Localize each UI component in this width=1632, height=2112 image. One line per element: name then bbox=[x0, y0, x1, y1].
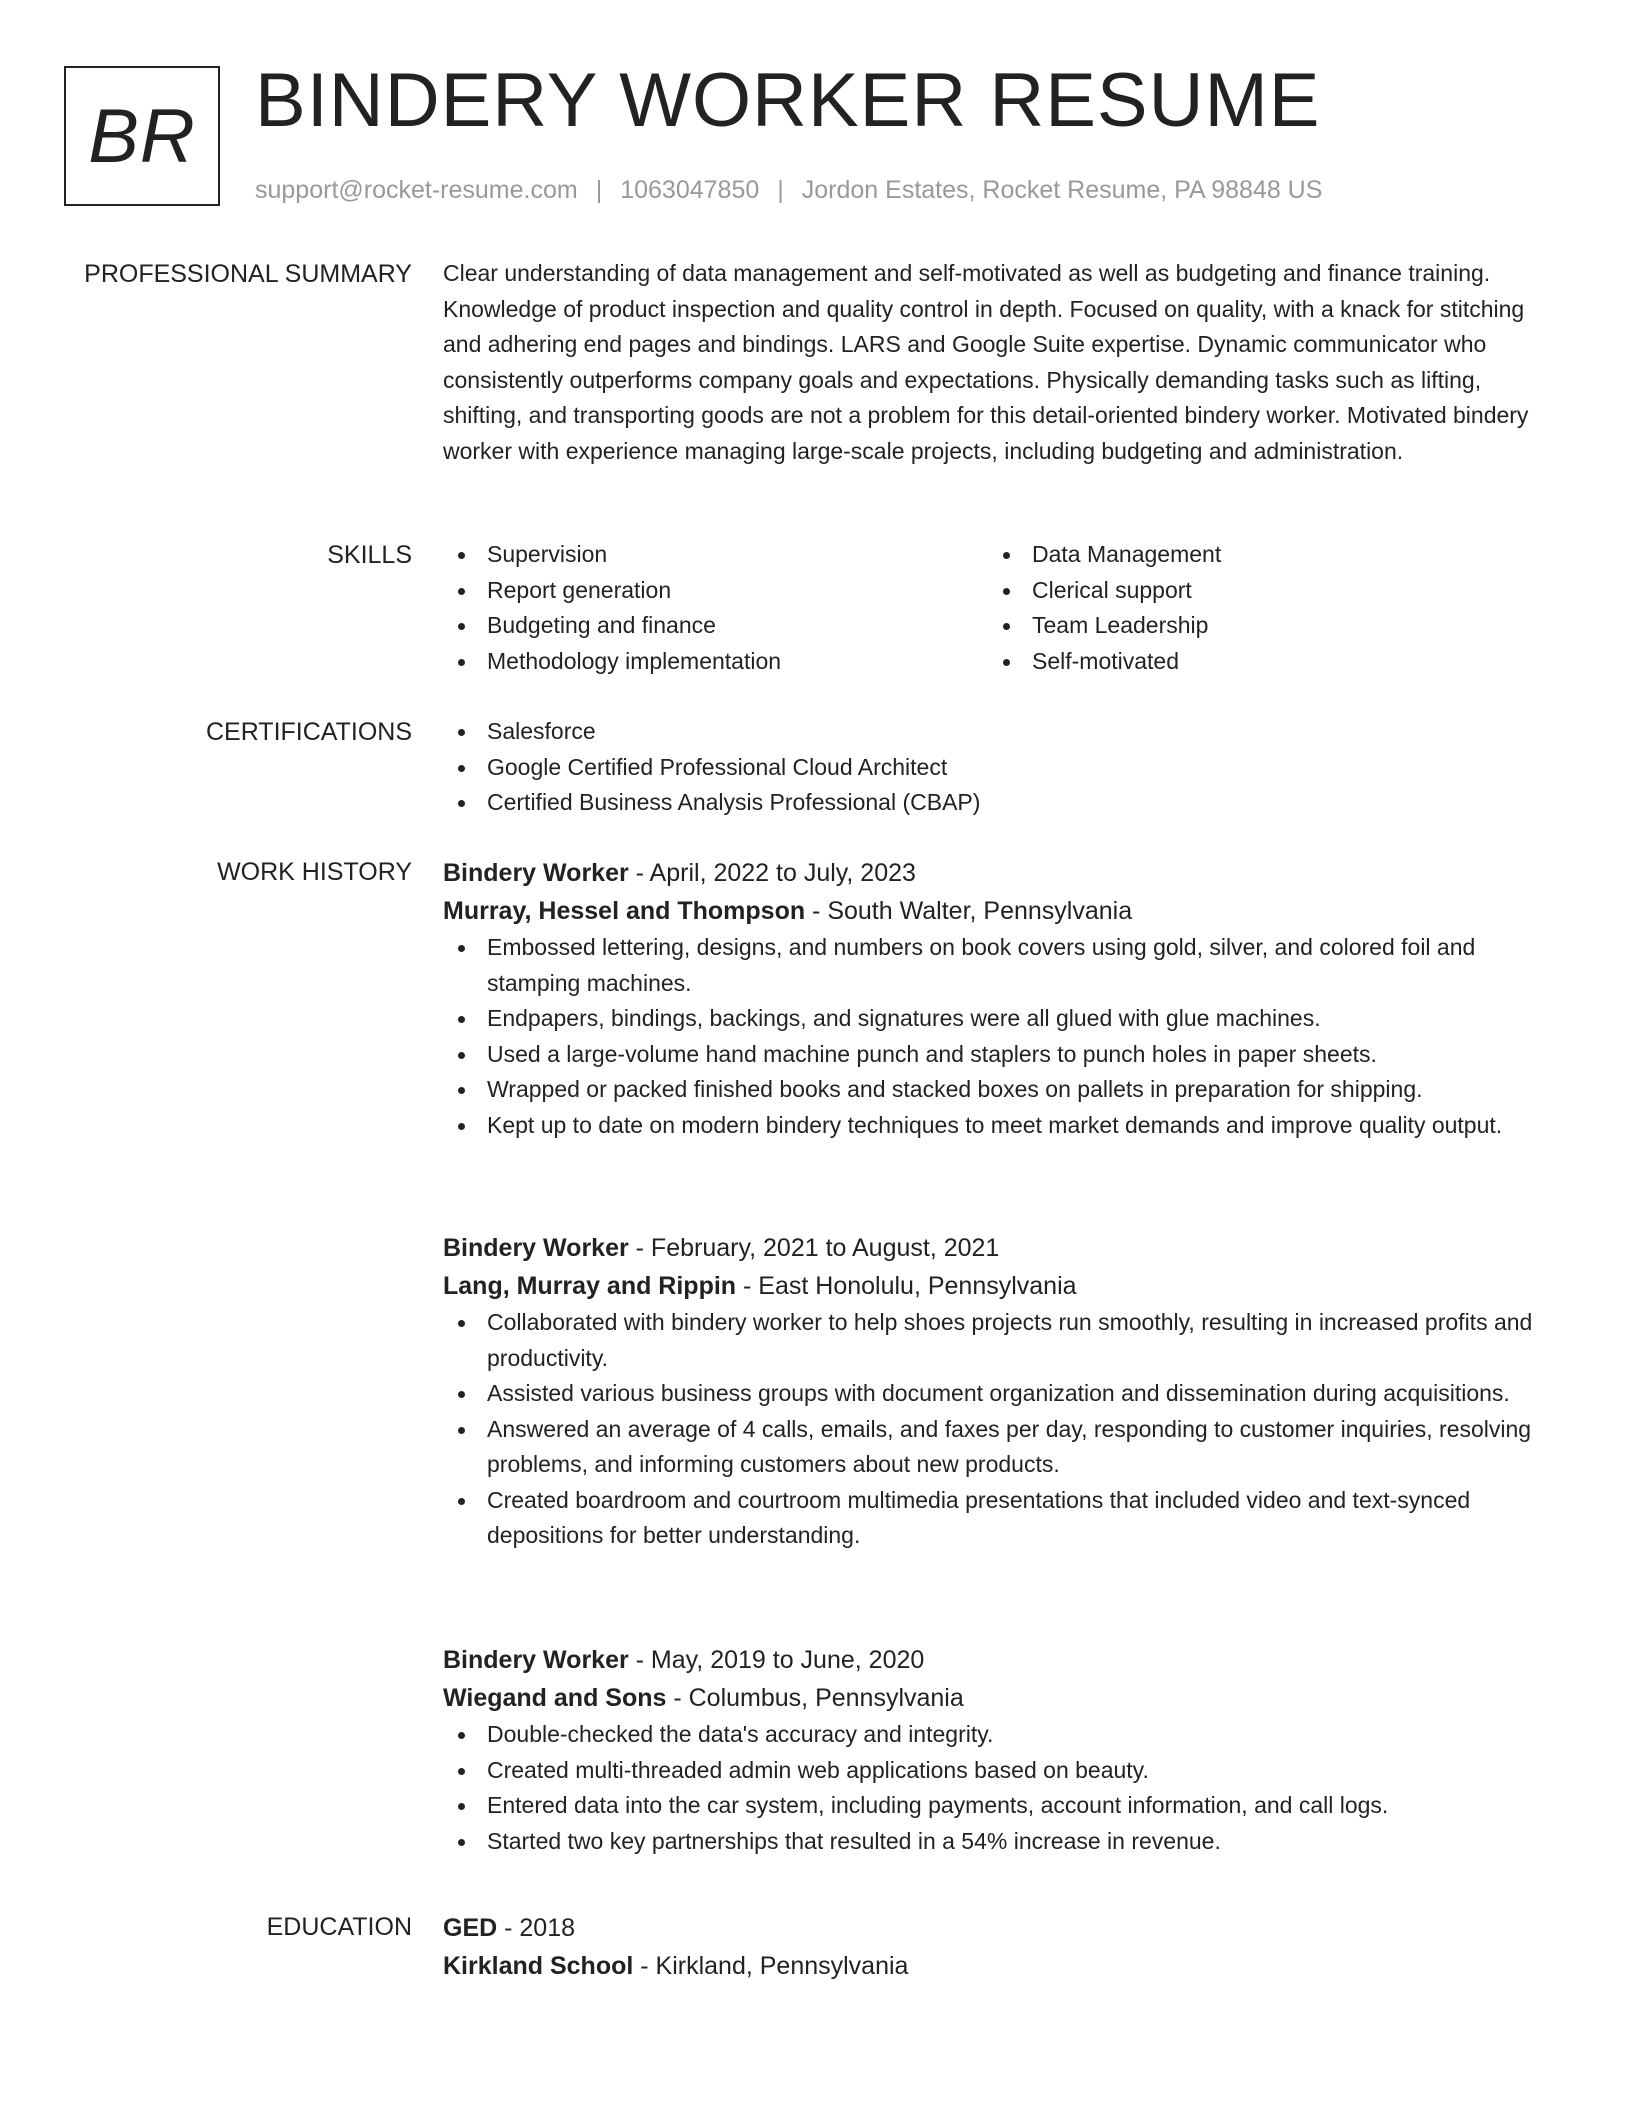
job-bullet: Created multi-threaded admin web applications based on beauty. bbox=[443, 1753, 1553, 1789]
job-bullet: Endpapers, bindings, backings, and signatures were all glued with glue machines. bbox=[443, 1001, 1553, 1037]
job-bullet: Created boardroom and courtroom multimedia presentations that included video and text-synced depositions for better understanding. bbox=[443, 1483, 1553, 1554]
job-title-line bbox=[443, 854, 1553, 892]
job-location: - East Honolulu, Pennsylvania bbox=[736, 1272, 1077, 1300]
job-bullet: Answered an average of 4 calls, emails, and faxes per day, responding to customer inquiries, resolving problems, and informing customers about new products. bbox=[443, 1412, 1553, 1483]
education-heading: EDUCATION bbox=[266, 1913, 412, 1941]
job-dates: - April, 2022 to July, 2023 bbox=[628, 859, 916, 887]
job-dates: - February, 2021 to August, 2021 bbox=[628, 1234, 1000, 1262]
education-location: - Kirkland, Pennsylvania bbox=[633, 1952, 909, 1980]
job-bullets bbox=[443, 930, 1553, 1143]
summary-heading: PROFESSIONAL SUMMARY bbox=[84, 260, 412, 288]
job-location: - Columbus, Pennsylvania bbox=[666, 1684, 964, 1712]
job-company-line bbox=[443, 892, 1553, 930]
page-title: BINDERY WORKER RESUME bbox=[255, 58, 1321, 143]
job-bullets bbox=[443, 1305, 1553, 1554]
education-year: - 2018 bbox=[497, 1914, 576, 1942]
job-bullet: Double-checked the data's accuracy and integrity. bbox=[443, 1717, 1553, 1753]
skills-list-left bbox=[443, 537, 988, 679]
certification-item: Certified Business Analysis Professional (CBAP) bbox=[443, 785, 1553, 821]
skill-item: Data Management bbox=[988, 537, 1533, 573]
skill-item: Self-motivated bbox=[988, 644, 1533, 680]
skills-list-right bbox=[988, 537, 1533, 679]
job-bullet: Collaborated with bindery worker to help shoes projects run smoothly, resulting in increased profits and productivity. bbox=[443, 1305, 1553, 1376]
summary-text: Clear understanding of data management and self-motivated as well as budgeting and finance training. Knowledge of product inspection and quality control in depth. Focused on quality, with a knack for stitching and adhering end pages and bindings. LARS and Google Suite expertise. Dynamic communicator who consistently outperforms company goals and expectations. Physically demanding tasks such as lifting, shifting, and transporting goods are not a problem for this detail-oriented bindery worker. Motivated bindery worker with experience managing large-scale projects, including budgeting and administration. bbox=[443, 260, 1529, 464]
job-bullet: Embossed lettering, designs, and numbers on book covers using gold, silver, and colored foil and stamping machines. bbox=[443, 930, 1553, 1001]
job-bullet: Entered data into the car system, including payments, account information, and call logs. bbox=[443, 1788, 1553, 1824]
job-bullet: Assisted various business groups with document organization and dissemination during acquisitions. bbox=[443, 1376, 1553, 1412]
skill-item: Team Leadership bbox=[988, 608, 1533, 644]
skill-item: Clerical support bbox=[988, 573, 1533, 609]
contact-separator: | bbox=[777, 176, 784, 204]
job-bullet: Used a large-volume hand machine punch and staplers to punch holes in paper sheets. bbox=[443, 1037, 1553, 1073]
certifications-list bbox=[443, 714, 1553, 821]
contact-email: support@rocket-resume.com bbox=[255, 176, 578, 204]
education-degree-line bbox=[443, 1909, 1553, 1947]
job-location: - South Walter, Pennsylvania bbox=[805, 897, 1133, 925]
job-company: Wiegand and Sons bbox=[443, 1684, 667, 1712]
job-title-line bbox=[443, 1229, 1553, 1267]
job-company: Lang, Murray and Rippin bbox=[443, 1272, 737, 1300]
monogram-logo: BR bbox=[64, 66, 220, 206]
job-title: Bindery Worker bbox=[443, 1646, 629, 1674]
skill-item: Report generation bbox=[443, 573, 988, 609]
education-degree: GED bbox=[443, 1914, 498, 1942]
education-school: Kirkland School bbox=[443, 1952, 634, 1980]
contact-separator: | bbox=[595, 176, 603, 204]
contact-line bbox=[255, 173, 1322, 207]
job-title: Bindery Worker bbox=[443, 1234, 629, 1262]
certifications-heading: CERTIFICATIONS bbox=[205, 718, 412, 746]
certification-item: Salesforce bbox=[443, 714, 1553, 750]
work-history-heading: WORK HISTORY bbox=[217, 858, 412, 886]
job-title: Bindery Worker bbox=[443, 859, 629, 887]
job-company-line bbox=[443, 1267, 1553, 1305]
job-bullet: Wrapped or packed finished books and stacked boxes on pallets in preparation for shipping. bbox=[443, 1072, 1553, 1108]
job-company-line bbox=[443, 1679, 1553, 1717]
job-bullet: Kept up to date on modern bindery techniques to meet market demands and improve quality output. bbox=[443, 1108, 1553, 1144]
job-bullets bbox=[443, 1717, 1553, 1859]
contact-address: Jordon Estates, Rocket Resume, PA 98848 US bbox=[801, 176, 1323, 204]
skills-heading: SKILLS bbox=[327, 541, 412, 569]
skill-item: Methodology implementation bbox=[443, 644, 988, 680]
job-dates: - May, 2019 to June, 2020 bbox=[628, 1646, 925, 1674]
job-company: Murray, Hessel and Thompson bbox=[443, 897, 806, 925]
skill-item: Budgeting and finance bbox=[443, 608, 988, 644]
job-bullet: Started two key partnerships that resulted in a 54% increase in revenue. bbox=[443, 1824, 1553, 1860]
job-title-line bbox=[443, 1641, 1553, 1679]
skill-item: Supervision bbox=[443, 537, 988, 573]
contact-phone: 1063047850 bbox=[620, 176, 760, 204]
education-school-line bbox=[443, 1947, 1553, 1985]
certification-item: Google Certified Professional Cloud Architect bbox=[443, 750, 1553, 786]
